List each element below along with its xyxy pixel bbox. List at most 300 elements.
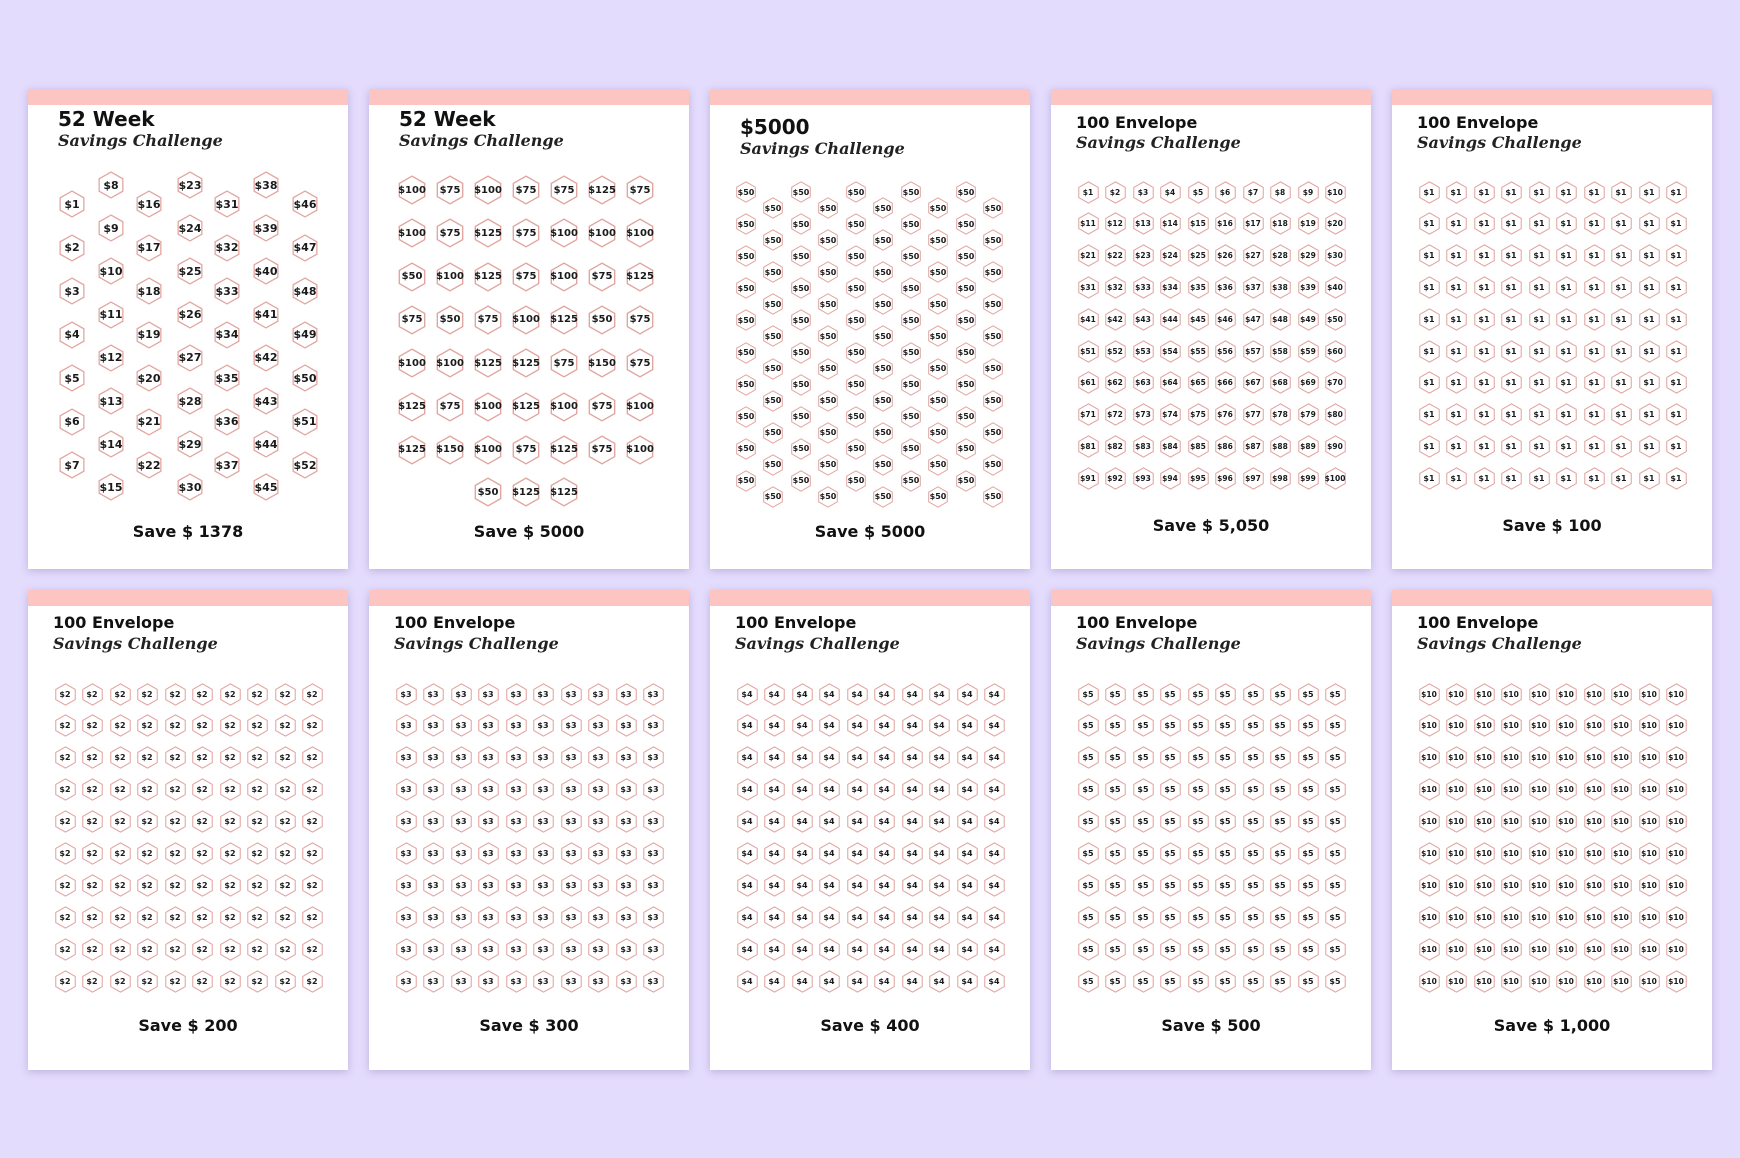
hexagon-amount: $10 (1476, 753, 1492, 763)
savings-hexagon (1418, 181, 1441, 204)
savings-hexagon (549, 262, 579, 292)
hexagon-amount: $97 (1245, 473, 1261, 483)
savings-hexagon (818, 778, 841, 801)
savings-hexagon (927, 486, 949, 508)
savings-hexagon (450, 938, 473, 961)
savings-hexagon (1104, 778, 1127, 801)
hexagon-amount: $4 (823, 689, 835, 699)
hexagon-amount: $2 (114, 976, 126, 986)
savings-hexagon (1132, 212, 1155, 235)
savings-hexagon (549, 348, 579, 378)
hexagon-amount: $5 (1137, 976, 1149, 986)
savings-hexagon (1104, 970, 1127, 993)
hexagon-amount: $1 (1560, 410, 1572, 420)
savings-hexagon (1297, 906, 1320, 929)
hexagon-amount: $5 (1082, 880, 1094, 890)
hexagon-amount: $3 (565, 721, 577, 731)
hexagon-amount: $2 (279, 753, 291, 763)
savings-hexagon (1418, 874, 1441, 897)
savings-hexagon (587, 348, 617, 378)
savings-hexagon (1583, 810, 1606, 833)
savings-hexagon (1473, 683, 1496, 706)
savings-hexagon (1159, 810, 1182, 833)
hexagon-amount: $1 (1533, 282, 1545, 292)
hexagon-amount: $3 (400, 944, 412, 954)
hexagon-amount: $46 (293, 197, 317, 211)
savings-hexagon (1445, 276, 1468, 299)
hexagon-amount: $5 (1082, 976, 1094, 986)
savings-hexagon (1610, 842, 1633, 865)
savings-hexagon (274, 778, 297, 801)
savings-hexagon (982, 325, 1004, 347)
savings-hexagon (790, 342, 812, 364)
hexagon-amount: $30 (1327, 251, 1343, 261)
hexagon-amount: $5 (1082, 817, 1094, 827)
savings-hexagon (1528, 714, 1551, 737)
savings-hexagon (136, 906, 159, 929)
hexagon-amount: $1 (1670, 314, 1682, 324)
hexagon-amount: $5 (1219, 880, 1231, 890)
hexagon-amount: $4 (796, 880, 808, 890)
hexagon-amount: $10 (1668, 944, 1684, 954)
hexagon-amount: $5 (1109, 689, 1121, 699)
hexagon-amount: $1 (1478, 441, 1490, 451)
hexagon-amount: $1 (1588, 473, 1600, 483)
hexagon-amount: $50 (874, 235, 892, 245)
savings-hexagon (560, 714, 583, 737)
savings-hexagon (1187, 244, 1210, 267)
hexagon-amount: $4 (851, 976, 863, 986)
savings-hexagon (450, 970, 473, 993)
savings-hexagon (872, 454, 894, 476)
hexagon-amount: $1 (1588, 346, 1600, 356)
savings-hexagon (81, 746, 104, 769)
hexagon-amount: $5 (1082, 721, 1094, 731)
hexagon-amount: $50 (902, 283, 920, 293)
savings-hexagon (274, 683, 297, 706)
savings-hexagon (477, 874, 500, 897)
card-title: 52 Week (58, 107, 155, 131)
hexagon-amount: $16 (1217, 219, 1233, 229)
hexagon-amount: $50 (957, 348, 975, 357)
savings-hexagon (246, 714, 269, 737)
savings-hexagon (1638, 810, 1661, 833)
hexagon-amount: $4 (988, 721, 1000, 731)
hexagon-amount: $40 (254, 264, 278, 278)
hexagon-amount: $2 (224, 753, 236, 763)
hexagon-amount: $5 (1329, 753, 1341, 763)
savings-hexagon (1445, 874, 1468, 897)
savings-hexagon (422, 810, 445, 833)
savings-hexagon (291, 408, 319, 436)
hexagon-amount: $10 (1421, 912, 1437, 922)
hexagon-amount: $10 (1668, 880, 1684, 890)
savings-hexagon (1214, 212, 1237, 235)
hexagon-amount: $2 (59, 849, 71, 858)
savings-hexagon (1445, 970, 1468, 993)
card-envelope-4 (710, 590, 1030, 1070)
savings-hexagon (1473, 714, 1496, 737)
hexagon-amount: $28 (178, 394, 202, 408)
hexagon-amount: $1 (1505, 346, 1517, 356)
hexagon-amount: $5 (1329, 689, 1341, 699)
savings-hexagon (219, 842, 242, 865)
savings-hexagon (252, 214, 280, 242)
savings-hexagon (615, 746, 638, 769)
savings-hexagon (1583, 371, 1606, 394)
savings-hexagon (1159, 340, 1182, 363)
hexagon-amount: $10 (1641, 912, 1657, 922)
savings-hexagon (1555, 212, 1578, 235)
hexagon-amount: $24 (1162, 251, 1178, 261)
hexagon-amount: $24 (178, 221, 202, 235)
hexagon-amount: $5 (1137, 944, 1149, 954)
savings-hexagon (900, 342, 922, 364)
savings-hexagon (1104, 842, 1127, 865)
savings-hexagon (1077, 970, 1100, 993)
savings-hexagon (901, 714, 924, 737)
header-band (369, 590, 689, 606)
savings-hexagon (54, 906, 77, 929)
savings-hexagon (135, 408, 163, 436)
hexagon-amount: $10 (1448, 689, 1464, 699)
hexagon-amount: $5 (1302, 849, 1314, 858)
savings-hexagon (1187, 810, 1210, 833)
hexagon-amount: $1 (1560, 441, 1572, 451)
savings-hexagon (1187, 435, 1210, 458)
savings-hexagon (1583, 276, 1606, 299)
savings-hexagon (927, 358, 949, 380)
savings-hexagon (1665, 340, 1688, 363)
hexagon-amount: $4 (768, 689, 780, 699)
card-52-week-b (369, 89, 689, 569)
savings-hexagon (983, 842, 1006, 865)
hexagon-amount: $10 (1476, 849, 1492, 858)
hexagon-amount: $3 (592, 880, 604, 890)
hexagon-amount: $5 (1164, 944, 1176, 954)
hexagon-amount: $2 (306, 753, 318, 763)
hexagon-amount: $4 (878, 976, 890, 986)
hexagon-amount: $5 (1247, 689, 1259, 699)
savings-hexagon (736, 842, 759, 865)
hexagon-amount: $100 (398, 184, 426, 196)
hexagon-amount: $10 (1613, 880, 1629, 890)
hexagon-amount: $50 (874, 492, 892, 502)
hexagon-amount: $10 (1668, 689, 1684, 699)
savings-hexagon (1445, 340, 1468, 363)
hexagon-amount: $32 (1107, 282, 1123, 292)
savings-hexagon (422, 906, 445, 929)
savings-hexagon (1555, 906, 1578, 929)
hexagon-amount: $37 (215, 458, 239, 472)
savings-hexagon (54, 970, 77, 993)
savings-hexagon (1132, 403, 1155, 426)
savings-hexagon (872, 197, 894, 219)
savings-hexagon (1445, 778, 1468, 801)
hexagon-amount: $1 (1478, 187, 1490, 197)
savings-hexagon (54, 746, 77, 769)
savings-hexagon (397, 218, 427, 248)
hexagon-amount: $4 (851, 753, 863, 763)
savings-hexagon (81, 970, 104, 993)
hexagon-amount: $91 (1080, 473, 1096, 483)
hexagon-amount: $3 (565, 912, 577, 922)
savings-hexagon (135, 321, 163, 349)
savings-hexagon (791, 714, 814, 737)
savings-hexagon (274, 810, 297, 833)
hexagon-amount: $10 (1558, 785, 1574, 795)
savings-hexagon (81, 874, 104, 897)
savings-hexagon (1104, 683, 1127, 706)
savings-hexagon (97, 257, 125, 285)
savings-hexagon (1500, 938, 1523, 961)
savings-hexagon (955, 438, 977, 460)
savings-hexagon (1077, 906, 1100, 929)
savings-hexagon (164, 970, 187, 993)
hexagon-amount: $72 (1107, 410, 1123, 420)
hexagon-amount: $50 (792, 380, 810, 390)
savings-hexagon (818, 906, 841, 929)
savings-hexagon (615, 938, 638, 961)
savings-hexagon (818, 842, 841, 865)
savings-hexagon (1297, 810, 1320, 833)
savings-hexagon (109, 842, 132, 865)
savings-hexagon (1418, 714, 1441, 737)
savings-hexagon (1242, 308, 1265, 331)
hexagon-amount: $1 (1615, 346, 1627, 356)
savings-hexagon (473, 218, 503, 248)
hexagon-amount: $3 (537, 849, 549, 858)
hexagon-amount: $67 (1245, 378, 1261, 388)
savings-hexagon (735, 181, 757, 203)
hexagon-amount: $50 (984, 267, 1002, 277)
savings-hexagon (956, 683, 979, 706)
savings-hexagon (983, 874, 1006, 897)
hexagon-amount: $125 (512, 357, 540, 369)
savings-hexagon (1132, 244, 1155, 267)
hexagon-amount: $2 (169, 721, 181, 731)
hexagon-amount: $39 (254, 221, 278, 235)
hexagon-amount: $10 (1476, 944, 1492, 954)
hexagon-amount: $4 (823, 912, 835, 922)
savings-hexagon (1418, 842, 1441, 865)
savings-hexagon (191, 874, 214, 897)
hexagon-amount: $4 (988, 912, 1000, 922)
savings-hexagon (1132, 778, 1155, 801)
savings-hexagon (1500, 874, 1523, 897)
hexagon-amount: $5 (1329, 721, 1341, 731)
savings-hexagon (1104, 308, 1127, 331)
savings-hexagon (1104, 340, 1127, 363)
savings-hexagon (1269, 906, 1292, 929)
savings-hexagon (1187, 340, 1210, 363)
savings-hexagon (435, 218, 465, 248)
hexagon-amount: $5 (1082, 785, 1094, 795)
hexagon-amount: $4 (851, 880, 863, 890)
hexagon-amount: $100 (626, 401, 654, 412)
savings-hexagon (1445, 842, 1468, 865)
savings-hexagon (642, 906, 665, 929)
savings-hexagon (1297, 746, 1320, 769)
hexagon-amount: $10 (1503, 849, 1519, 858)
savings-hexagon (1269, 181, 1292, 204)
hexagon-amount: $4 (988, 976, 1000, 986)
savings-hexagon (845, 277, 867, 299)
savings-hexagon (1297, 181, 1320, 204)
hexagon-amount: $50 (737, 380, 755, 390)
savings-hexagon (625, 305, 655, 335)
hexagon-amount: $75 (591, 271, 613, 283)
savings-hexagon (450, 683, 473, 706)
savings-hexagon (983, 683, 1006, 706)
hexagon-amount: $5 (1192, 849, 1204, 858)
hexagon-amount: $1 (1533, 314, 1545, 324)
savings-hexagon (1132, 467, 1155, 490)
hexagon-amount: $10 (1421, 785, 1437, 795)
card-subtitle: Savings Challenge (399, 131, 564, 150)
hexagon-amount: $48 (1272, 314, 1288, 324)
savings-hexagon (982, 422, 1004, 444)
hexagon-amount: $1 (1588, 378, 1600, 388)
hexagon-amount: $2 (59, 721, 71, 731)
hexagon-amount: $10 (1641, 817, 1657, 827)
savings-hexagon (846, 683, 869, 706)
hexagon-amount: $3 (427, 976, 439, 986)
savings-hexagon (301, 810, 324, 833)
hexagon-amount: $3 (647, 880, 659, 890)
hexagon-amount: $3 (427, 944, 439, 954)
hexagon-amount: $50 (819, 331, 837, 341)
savings-hexagon (642, 938, 665, 961)
savings-hexagon (735, 342, 757, 364)
savings-hexagon (164, 683, 187, 706)
savings-hexagon (1297, 842, 1320, 865)
hexagon-amount: $3 (537, 976, 549, 986)
savings-hexagon (1528, 874, 1551, 897)
hexagon-amount: $2 (224, 689, 236, 699)
savings-hexagon (532, 874, 555, 897)
savings-hexagon (511, 262, 541, 292)
hexagon-amount: $41 (1080, 314, 1096, 324)
hexagon-amount: $10 (1531, 912, 1547, 922)
hexagon-amount: $4 (933, 880, 945, 890)
hexagon-amount: $4 (741, 880, 753, 890)
hexagon-amount: $10 (1586, 689, 1602, 699)
savings-hexagon (1665, 467, 1688, 490)
hexagon-amount: $4 (878, 785, 890, 795)
savings-hexagon (395, 778, 418, 801)
savings-hexagon (97, 214, 125, 242)
savings-hexagon (549, 305, 579, 335)
savings-hexagon (1583, 467, 1606, 490)
savings-hexagon (1445, 212, 1468, 235)
hexagon-amount: $1 (1423, 378, 1435, 388)
savings-hexagon (1187, 778, 1210, 801)
savings-hexagon (397, 175, 427, 205)
hexagon-amount: $4 (933, 753, 945, 763)
hexagon-amount: $5 (1219, 753, 1231, 763)
savings-total: Save $ 200 (138, 1016, 238, 1035)
hexagon-amount: $1 (1478, 378, 1490, 388)
hexagon-amount: $1 (1450, 378, 1462, 388)
hexagon-amount: $10 (1476, 912, 1492, 922)
savings-hexagon (955, 277, 977, 299)
hexagon-amount: $50 (737, 283, 755, 293)
savings-hexagon (1297, 683, 1320, 706)
savings-hexagon (1132, 308, 1155, 331)
hexagon-amount: $10 (1586, 817, 1602, 827)
card-title: 100 Envelope (1417, 113, 1539, 132)
card-subtitle: Savings Challenge (1417, 634, 1582, 653)
hexagon-amount: $29 (1300, 251, 1316, 261)
hexagon-amount: $5 (1164, 689, 1176, 699)
hexagon-amount: $2 (279, 880, 291, 890)
savings-hexagon (301, 906, 324, 929)
savings-hexagon (1418, 403, 1441, 426)
savings-hexagon (1583, 970, 1606, 993)
savings-hexagon (1583, 714, 1606, 737)
hexagon-amount: $4 (741, 817, 753, 827)
savings-total: Save $ 5000 (473, 522, 585, 541)
hexagon-amount: $3 (482, 912, 494, 922)
hexagon-amount: $50 (737, 412, 755, 422)
hexagon-amount: $2 (114, 689, 126, 699)
hexagon-amount: $2 (141, 976, 153, 986)
hexagon-amount: $1 (1643, 219, 1655, 229)
hexagon-amount: $3 (455, 721, 467, 731)
hexagon-amount: $4 (906, 753, 918, 763)
hexagon-amount: $5 (1109, 785, 1121, 795)
hexagon-amount: $4 (796, 912, 808, 922)
card-envelope-5 (1051, 590, 1371, 1070)
hexagon-amount: $100 (550, 227, 578, 239)
savings-hexagon (252, 430, 280, 458)
hexagon-amount: $4 (906, 976, 918, 986)
savings-hexagon (560, 970, 583, 993)
savings-hexagon (1324, 308, 1347, 331)
savings-hexagon (1665, 778, 1688, 801)
savings-hexagon (763, 746, 786, 769)
savings-hexagon (1638, 874, 1661, 897)
savings-hexagon (1159, 403, 1182, 426)
hexagon-amount: $5 (1302, 912, 1314, 922)
hexagon-amount: $1 (1615, 378, 1627, 388)
savings-hexagon (1104, 181, 1127, 204)
savings-hexagon (1077, 308, 1100, 331)
savings-hexagon (1528, 212, 1551, 235)
hexagon-amount: $3 (592, 721, 604, 731)
hexagon-amount: $75 (401, 314, 423, 326)
savings-hexagon (1324, 810, 1347, 833)
savings-hexagon (164, 842, 187, 865)
savings-hexagon (762, 358, 784, 380)
hexagon-amount: $50 (874, 331, 892, 341)
hexagon-amount: $2 (86, 753, 98, 763)
hexagon-amount: $4 (768, 721, 780, 731)
savings-hexagon (136, 842, 159, 865)
hexagon-amount: $3 (455, 944, 467, 954)
savings-hexagon (1159, 276, 1182, 299)
hexagon-amount: $50 (764, 396, 782, 406)
savings-hexagon (735, 374, 757, 396)
hexagon-amount: $66 (1217, 378, 1233, 388)
hexagon-amount: $19 (1300, 219, 1316, 229)
hexagon-amount: $10 (1668, 753, 1684, 763)
hexagon-amount: $10 (1641, 721, 1657, 731)
hexagon-amount: $5 (1082, 944, 1094, 954)
hexagon-amount: $4 (988, 689, 1000, 699)
hexagon-amount: $5 (1164, 849, 1176, 858)
